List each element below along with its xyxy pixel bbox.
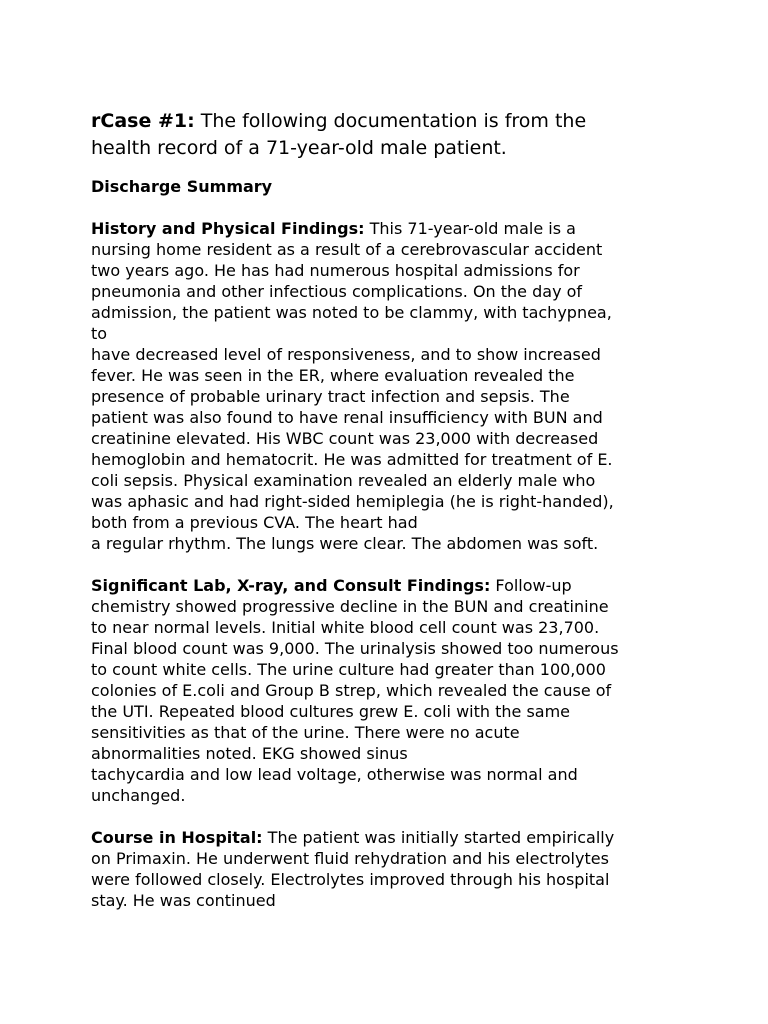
- section-line: to near normal levels. Initial white blood cell count was 23,700.: [91, 618, 600, 637]
- section-line: the UTI. Repeated blood cultures grew E. coli with the same: [91, 702, 571, 721]
- section-line: abnormalities noted. EKG showed sinus: [91, 744, 408, 763]
- section-line: was aphasic and had right-sided hemiplegia (he is right-handed),: [91, 492, 614, 511]
- section-line: fever. He was seen in the ER, where evaluation revealed the: [91, 366, 575, 385]
- section-line: nursing home resident as a result of a cerebrovascular accident: [91, 240, 603, 259]
- section-line: chemistry showed progressive decline in the BUN and creatinine: [91, 597, 609, 616]
- section-course-in-hospital: [91, 827, 681, 911]
- section-line: both from a previous CVA. The heart had: [91, 513, 418, 532]
- case-heading-line: health record of a 71-year-old male patient.: [91, 137, 507, 159]
- section-line: pneumonia and other infectious complications. On the day of: [91, 282, 583, 301]
- section-text: Follow-up: [490, 576, 572, 595]
- section-line: have decreased level of responsiveness, and to show increased: [91, 345, 601, 364]
- document-page: [91, 108, 681, 932]
- section-line: on Primaxin. He underwent fluid rehydration and his electrolytes: [91, 849, 609, 868]
- section-line: Final blood count was 9,000. The urinalysis showed too numerous: [91, 639, 619, 658]
- section-line: unchanged.: [91, 786, 186, 805]
- section-line: presence of probable urinary tract infection and sepsis. The: [91, 387, 570, 406]
- section-line: [91, 218, 681, 239]
- section-line: two years ago. He has had numerous hospital admissions for: [91, 261, 580, 280]
- section-line: stay. He was continued: [91, 891, 276, 910]
- section-line: to count white cells. The urine culture had greater than 100,000: [91, 660, 606, 679]
- section-line: creatinine elevated. His WBC count was 23,000 with decreased: [91, 429, 599, 448]
- section-line: colonies of E.coli and Group B strep, which revealed the cause of: [91, 681, 612, 700]
- section-label: Significant Lab, X-ray, and Consult Findings:: [91, 576, 491, 595]
- section-line: admission, the patient was noted to be clammy, with tachypnea,: [91, 303, 612, 322]
- section-line: sensitivities as that of the urine. There were no acute: [91, 723, 520, 742]
- section-line: coli sepsis. Physical examination revealed an elderly male who: [91, 471, 596, 490]
- section-label: History and Physical Findings:: [91, 219, 365, 238]
- case-heading-line: [91, 108, 681, 135]
- case-heading: [91, 108, 681, 162]
- section-text: The patient was initially started empirically: [262, 828, 615, 847]
- section-lab-xray-consult: [91, 575, 681, 806]
- section-line: were followed closely. Electrolytes improved through his hospital: [91, 870, 610, 889]
- case-heading-text: The following documentation is from the: [194, 110, 587, 132]
- section-line: patient was also found to have renal insufficiency with BUN and: [91, 408, 603, 427]
- case-label: rCase #1:: [91, 110, 195, 132]
- section-line: [91, 827, 681, 848]
- section-line: [91, 575, 681, 596]
- section-history-physical: [91, 218, 681, 554]
- document-title: Discharge Summary: [91, 177, 273, 196]
- section-line: hemoglobin and hematocrit. He was admitted for treatment of E.: [91, 450, 613, 469]
- section-line: tachycardia and low lead voltage, otherwise was normal and: [91, 765, 578, 784]
- section-line: a regular rhythm. The lungs were clear. The abdomen was soft.: [91, 534, 599, 553]
- section-label: Course in Hospital:: [91, 828, 263, 847]
- section-line: to: [91, 324, 108, 343]
- section-text: This 71-year-old male is a: [364, 219, 576, 238]
